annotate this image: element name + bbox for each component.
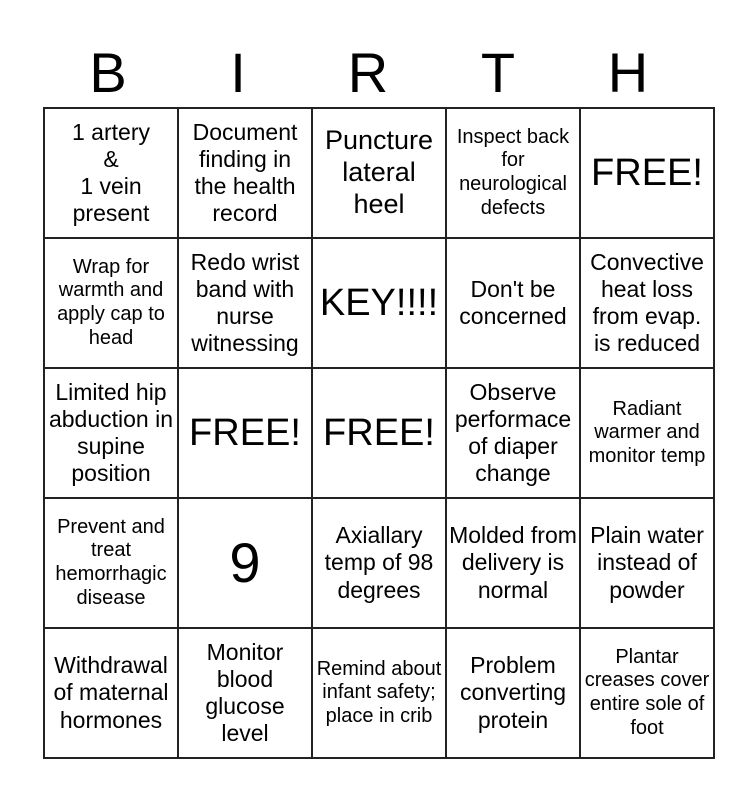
bingo-cell: Document finding in the health record [178,108,312,238]
bingo-cell: Don't be concerned [446,238,580,368]
bingo-cell: Monitor blood glucose level [178,628,312,758]
bingo-header [43,38,693,108]
bingo-row [44,368,714,498]
bingo-cell: Molded from delivery is normal [446,498,580,628]
bingo-cell: 9 [178,498,312,628]
bingo-cell: Observe performace of diaper change [446,368,580,498]
header-letter-i: I [230,41,246,104]
bingo-cell: Axiallary temp of 98 degrees [312,498,446,628]
header-letter-h: H [607,41,649,104]
bingo-cell: KEY!!!! [312,238,446,368]
header-letter-t: T [480,41,516,104]
bingo-cell: Convective heat loss from evap. is reduced [580,238,714,368]
bingo-cell: Withdrawal of maternal hormones [44,628,178,758]
bingo-cell: Limited hip abduction in supine position [44,368,178,498]
bingo-cell: Prevent and treat hemorrhagic disease [44,498,178,628]
bingo-cell: Plain water instead of powder [580,498,714,628]
bingo-cell: Redo wrist band with nurse witnessing [178,238,312,368]
free-space-cell: FREE! [178,368,312,498]
bingo-cell: Wrap for warmth and apply cap to head [44,238,178,368]
bingo-cell: Inspect back for neurological defects [446,108,580,238]
bingo-row [44,238,714,368]
bingo-cell: Problem converting protein [446,628,580,758]
bingo-cell: 1 artery & 1 vein present [44,108,178,238]
header-letter-r: R [347,41,389,104]
bingo-row [44,108,714,238]
free-space-cell: FREE! [312,368,446,498]
bingo-card-grid [43,107,715,759]
bingo-row [44,498,714,628]
bingo-cell: Radiant warmer and monitor temp [580,368,714,498]
bingo-row [44,628,714,758]
free-space-cell: FREE! [580,108,714,238]
bingo-cell: Puncture lateral heel [312,108,446,238]
header-letter-b: B [89,41,127,104]
bingo-cell: Remind about infant safety; place in crib [312,628,446,758]
bingo-cell: Plantar creases cover entire sole of foot [580,628,714,758]
